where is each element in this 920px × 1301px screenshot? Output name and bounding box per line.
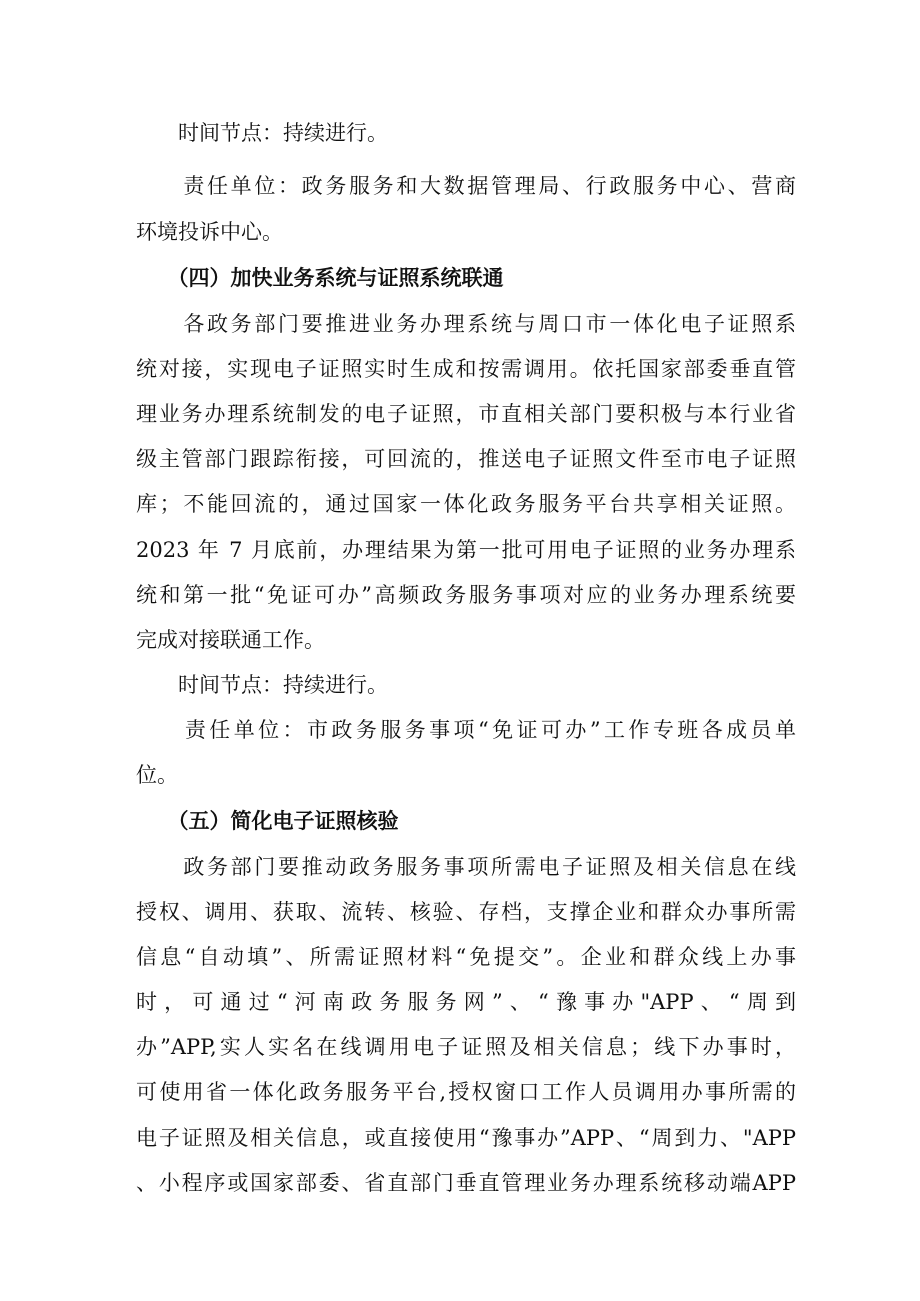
paragraph-line-body-3: 理业务办理系统制发的电子证照，市直相关部门要积极与本行业省 [136,402,796,426]
paragraph-line-body-10: 授权、调用、获取、流转、核验、存档，支撑企业和群众办事所需 [136,900,796,924]
paragraph-line-body-2: 统对接，实现电子证照实时生成和按需调用。依托国家部委垂直管 [136,357,796,381]
paragraph-line-body-8: 完成对接联通工作。 [136,628,325,652]
paragraph-line-body-16: 、小程序或国家部委、省直部门垂直管理业务办理系统移动端APP [136,1171,796,1195]
paragraph-line-body-5: 库；不能回流的，通过国家一体化政务服务平台共享相关证照。 [136,492,796,516]
paragraph-line-body-13: 办”APP,实人实名在线调用电子证照及相关信息；线下办事时， [136,1035,796,1059]
paragraph-line-body-1: 各政务部门要推进业务办理系统与周口市一体化电子证照系 [136,312,796,336]
paragraph-line-time-node-1: 时间节点：持续进行。 [136,121,388,145]
section-heading-five: （五）简化电子证照核验 [136,809,399,833]
paragraph-line-responsible-unit-1: 责任单位：政务服务和大数据管理局、行政服务中心、营商 [136,174,796,198]
paragraph-line-body-15: 电子证照及相关信息，或直接使用“豫事办”APP、“周到力、"APP [136,1126,796,1150]
paragraph-line-responsible-unit-1-cont: 环境投诉中心。 [136,220,283,244]
paragraph-line-responsible-unit-2-cont: 位。 [136,763,178,787]
paragraph-line-body-4: 级主管部门跟踪衔接，可回流的，推送电子证照文件至市电子证照 [136,447,796,471]
paragraph-line-responsible-unit-2: 责任单位：市政务服务事项“免证可办”工作专班各成员单 [136,718,796,742]
paragraph-line-body-11: 信息“自动填”、所需证照材料“免提交”。企业和群众线上办事 [136,945,796,969]
section-heading-four: （四）加快业务系统与证照系统联通 [136,266,504,290]
paragraph-line-body-7: 统和第一批“免证可办”高频政务服务事项对应的业务办理系统要 [136,583,796,607]
paragraph-line-time-node-2: 时间节点：持续进行。 [136,673,388,697]
paragraph-line-body-12: 时，可通过“河南政务服务网”、“豫事办"APP、“周到 [136,990,796,1014]
paragraph-line-body-14: 可使用省一体化政务服务平台,授权窗口工作人员调用办事所需的 [136,1080,796,1104]
paragraph-line-body-6: 2023 年 7 月底前，办理结果为第一批可用电子证照的业务办理系 [136,538,796,562]
paragraph-line-body-9: 政务部门要推动政务服务事项所需电子证照及相关信息在线 [136,855,796,879]
